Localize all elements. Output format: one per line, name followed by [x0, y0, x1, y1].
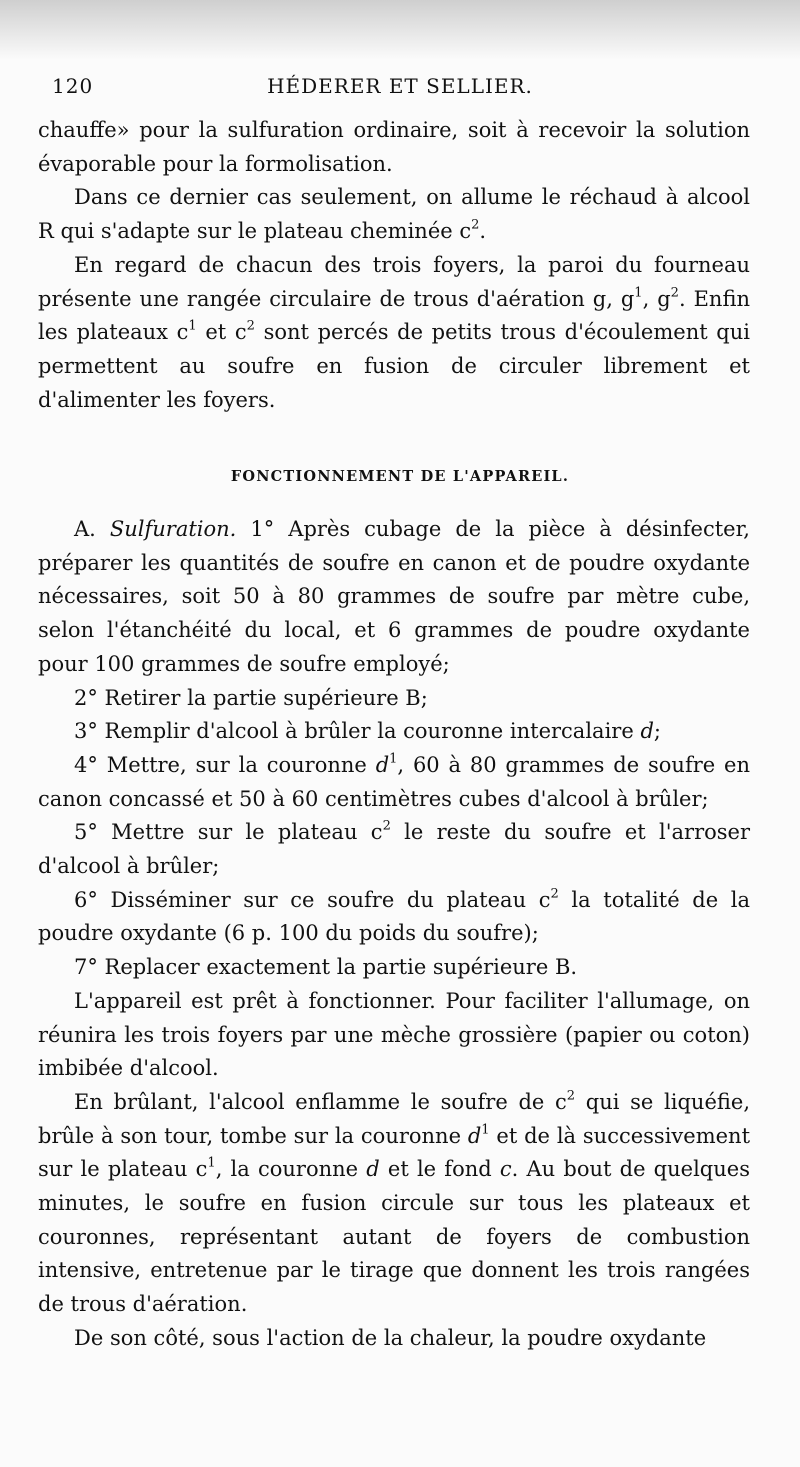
page-header [52, 74, 748, 104]
step-item: 3° Remplir d'alcool à brûler la couronne intercalaire d; [74, 719, 661, 744]
paragraph: De son côté, sous l'action de la chaleur, la poudre oxydante [74, 1325, 707, 1350]
text-block-intro [38, 114, 750, 417]
step-item: 5° Mettre sur le plateau $c^2$ le reste du soufre et l'arroser d'alcool à brûler; [38, 818, 750, 879]
paragraph: A. Sulfuration. 1° Après cubage de la pièce à désinfecter, préparer les quantités de soufre en canon et de poudre oxydante nécessaires, soit 50 à 80 grammes de soufre par mètre cube, selon l'étanchéité du local, et 6 grammes de poudre oxydante pour 100 grammes de soufre employé; [38, 517, 750, 676]
paragraph: En brûlant, l'alcool enflamme le soufre de $c^2$ qui se liquéfie, brûle à son tour, tombe sur la couronne $d^1$ et de là successivement sur le plateau $c^1$, la couronne d et le fond c. Au bout de quelques minutes, le soufre en fusion circule sur tous les plateaux et couronnes, représentant autant de foyers de combustion intensive, entretenue par le tirage que donnent les trois rangées de trous d'aération. [38, 1088, 751, 1317]
step-item: 6° Disséminer sur ce soufre du plateau $c^2$ la totalité de la poudre oxydante (6 p. 100 du poids du soufre); [38, 885, 751, 946]
paragraph: Dans ce dernier cas seulement, on allume le réchaud à alcool R qui s'adapte sur le plateau cheminée $c^2$. [38, 185, 750, 244]
page-top-edge [0, 0, 800, 60]
running-title: HÉDERER ET SELLIER. [267, 74, 533, 98]
step-item: 7° Replacer exactement la partie supérieure B. [74, 955, 578, 980]
paragraph: En regard de chacun des trois foyers, la paroi du fourneau présente une rangée circulaire de trous d'aération g, $g^1$, $g^2$. Enfin les plateaux $c^1$ et $c^2$ sont percés de petits trous d'écoulement qui permettent au soufre en fusion de circuler librement et d'alimenter les foyers. [38, 252, 750, 412]
page-number: 120 [52, 74, 94, 98]
paragraph: L'appareil est prêt à fonctionner. Pour faciliter l'allumage, on réunira les trois foyers par une mèche grossière (papier ou coton) imbibée d'alcool. [38, 988, 750, 1081]
text-block-procedure [38, 513, 750, 1356]
step-item: 2° Retirer la partie supérieure B; [74, 685, 428, 710]
step-item: 4° Mettre, sur la couronne $d^1$, 60 à 80 grammes de soufre en canon concassé et 50 à 60 centimètres cubes d'alcool à brûler; [38, 751, 750, 811]
section-title: FONCTIONNEMENT DE L'APPAREIL. [230, 468, 570, 485]
paragraph: chauffe» pour la sulfuration ordinaire, soit à recevoir la solution évaporable pour la formolisation. [38, 118, 750, 176]
